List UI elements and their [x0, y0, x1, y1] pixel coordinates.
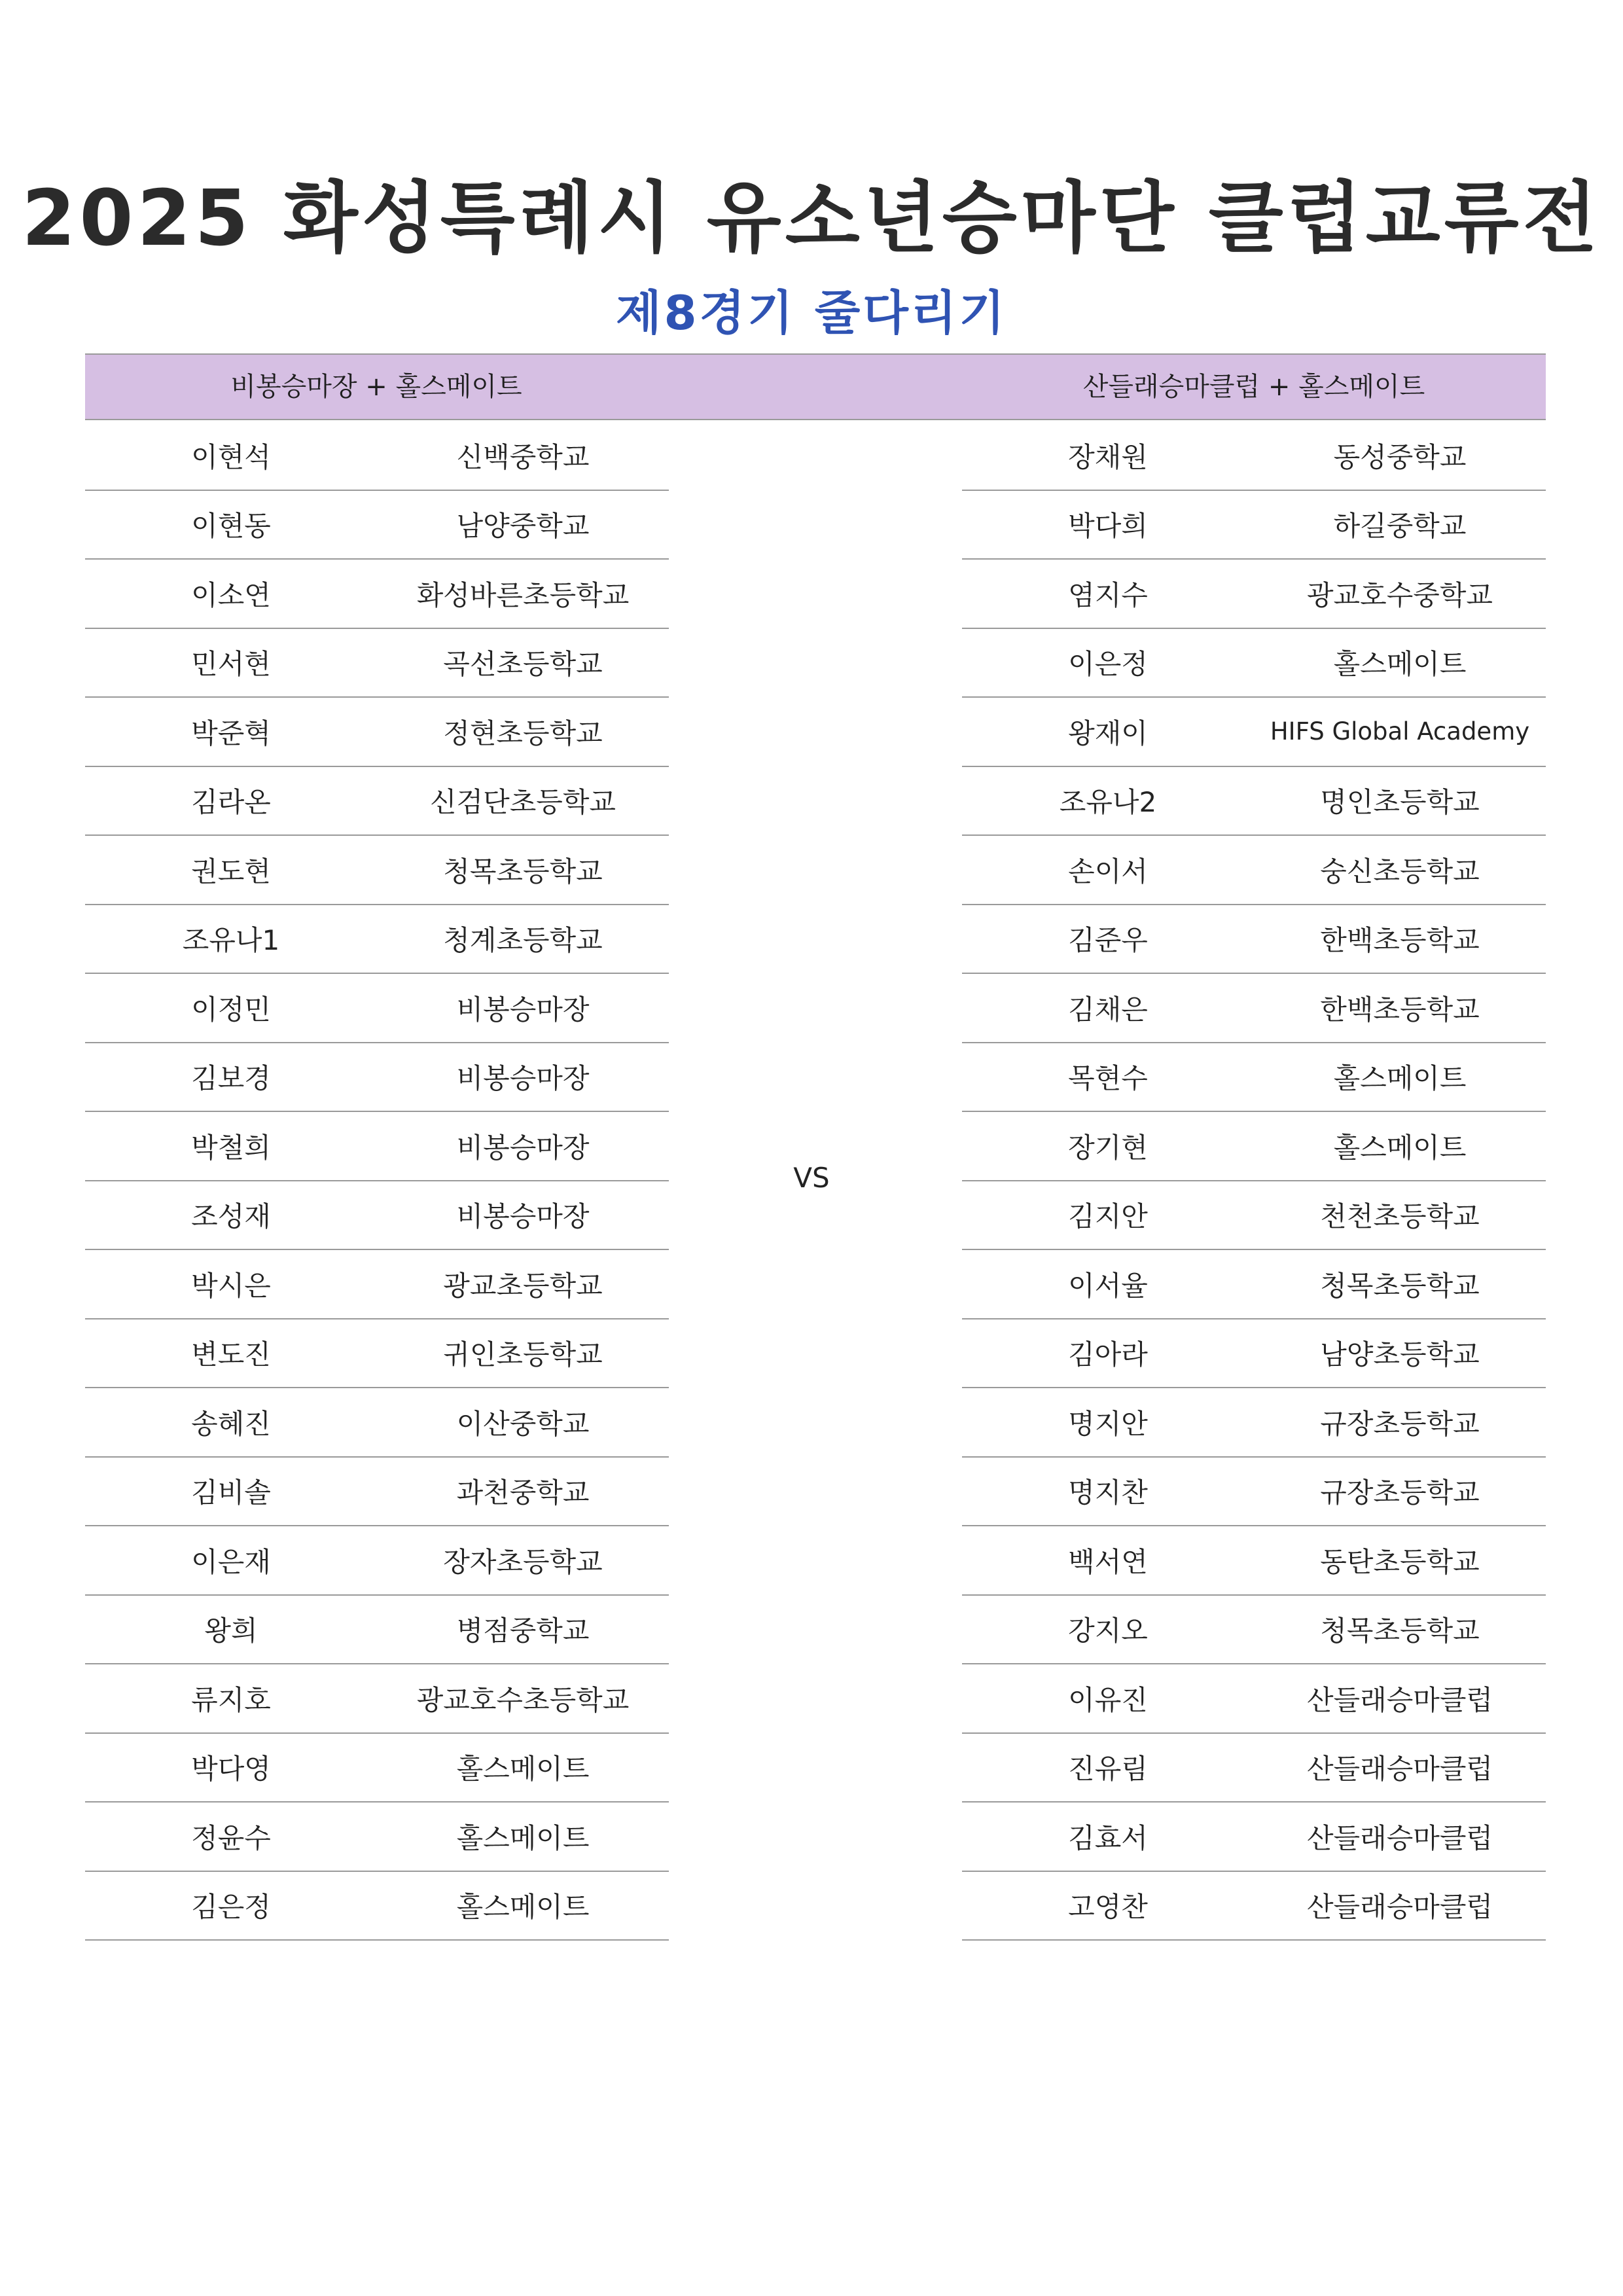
roster-row	[962, 560, 1546, 629]
roster-row	[85, 422, 669, 491]
player-name: 박다희	[1068, 510, 1148, 543]
player-school: 화성바른초등학교	[416, 579, 630, 611]
roster-row	[85, 491, 669, 560]
player-name: 박시은	[191, 1269, 271, 1302]
left-team-name: 비봉승마장 + 홀스메이트	[230, 372, 522, 402]
roster-row	[962, 1388, 1546, 1458]
player-school: 홀스메이트	[1333, 648, 1467, 681]
player-school: 산들래승마클럽	[1306, 1753, 1493, 1785]
player-name: 장채원	[1068, 440, 1148, 473]
player-school: 홀스메이트	[456, 1821, 590, 1854]
player-school: 광교초등학교	[443, 1269, 603, 1302]
player-name: 이은재	[191, 1545, 271, 1578]
teams-header	[85, 353, 1546, 420]
player-school: 동탄초등학교	[1320, 1545, 1480, 1578]
right-team-roster	[962, 422, 1546, 1941]
player-name: 이현동	[191, 510, 271, 543]
roster-row	[85, 698, 669, 767]
player-name: 이소연	[191, 579, 271, 611]
player-name: 변도진	[191, 1338, 271, 1371]
roster-row	[962, 905, 1546, 975]
player-name: 박다영	[191, 1753, 271, 1785]
player-name: 조유나1	[182, 924, 280, 957]
player-school: 청목초등학교	[1320, 1269, 1480, 1302]
roster-row	[85, 974, 669, 1043]
player-school: 광교호수중학교	[1306, 579, 1493, 611]
roster-row	[962, 491, 1546, 560]
player-school: 이산중학교	[456, 1407, 590, 1440]
player-name: 박준혁	[191, 717, 271, 749]
roster-row	[962, 1872, 1546, 1941]
roster-row	[85, 767, 669, 836]
player-school: HIFS Global Academy	[1270, 717, 1530, 746]
player-name: 이서율	[1068, 1269, 1148, 1302]
roster-row	[85, 1319, 669, 1389]
roster-row	[962, 1181, 1546, 1251]
player-school: 비봉승마장	[456, 1062, 590, 1095]
roster-row	[962, 1250, 1546, 1319]
roster-row	[85, 1526, 669, 1596]
player-name: 김은정	[191, 1891, 271, 1924]
player-name: 김채은	[1068, 993, 1148, 1026]
player-school: 천천초등학교	[1320, 1200, 1480, 1233]
player-school: 규장초등학교	[1320, 1477, 1480, 1509]
roster-row	[85, 1388, 669, 1458]
player-school: 동성중학교	[1333, 440, 1467, 473]
player-name: 권도현	[191, 855, 271, 888]
roster-row	[962, 1803, 1546, 1872]
roster-row	[85, 836, 669, 905]
roster-row	[85, 1250, 669, 1319]
roster-row	[85, 1112, 669, 1181]
player-name: 박철희	[191, 1131, 271, 1164]
player-school: 청목초등학교	[443, 855, 603, 888]
player-name: 정윤수	[191, 1821, 271, 1854]
player-school: 곡선초등학교	[443, 648, 603, 681]
roster-row	[962, 1458, 1546, 1527]
roster-row	[962, 422, 1546, 491]
player-name: 류지호	[191, 1683, 271, 1716]
roster-row	[962, 1526, 1546, 1596]
roster-row	[85, 1043, 669, 1113]
player-name: 손이서	[1068, 855, 1148, 888]
left-team-roster	[85, 422, 669, 1941]
player-school: 홀스메이트	[1333, 1131, 1467, 1164]
player-school: 한백초등학교	[1320, 993, 1480, 1026]
player-school: 산들래승마클럽	[1306, 1821, 1493, 1854]
player-name: 장기현	[1068, 1131, 1148, 1164]
player-name: 이현석	[191, 440, 271, 473]
roster-row	[962, 1043, 1546, 1113]
roster-row	[85, 1596, 669, 1665]
player-school: 홀스메이트	[1333, 1062, 1467, 1095]
player-school: 비봉승마장	[456, 1131, 590, 1164]
player-school: 정현초등학교	[443, 717, 603, 749]
player-name: 김라온	[191, 786, 271, 819]
player-school: 신백중학교	[456, 440, 590, 473]
roster-row	[85, 1458, 669, 1527]
player-name: 김아라	[1068, 1338, 1148, 1371]
roster-row	[85, 1803, 669, 1872]
roster-row	[962, 1596, 1546, 1665]
player-name: 이은정	[1068, 648, 1148, 681]
player-school: 청계초등학교	[443, 924, 603, 957]
player-school: 과천중학교	[456, 1477, 590, 1509]
player-name: 진유림	[1068, 1753, 1148, 1785]
player-name: 백서연	[1068, 1545, 1148, 1578]
player-name: 김비솔	[191, 1477, 271, 1509]
roster-row	[962, 1112, 1546, 1181]
roster-row	[85, 1872, 669, 1941]
player-school: 산들래승마클럽	[1306, 1683, 1493, 1716]
roster-row	[85, 1664, 669, 1734]
player-school: 규장초등학교	[1320, 1407, 1480, 1440]
player-school: 명인초등학교	[1320, 786, 1480, 819]
page-title: 2025 화성특례시 유소년승마단 클럽교류전	[22, 173, 1601, 263]
roster-row	[85, 560, 669, 629]
player-name: 김지안	[1068, 1200, 1148, 1233]
player-name: 민서현	[191, 648, 271, 681]
player-school: 홀스메이트	[456, 1753, 590, 1785]
player-name: 김보경	[191, 1062, 271, 1095]
roster-row	[85, 629, 669, 698]
player-name: 조성재	[191, 1200, 271, 1233]
player-school: 귀인초등학교	[443, 1338, 603, 1371]
player-school: 비봉승마장	[456, 1200, 590, 1233]
player-name: 염지수	[1068, 579, 1148, 611]
roster-row	[962, 767, 1546, 836]
roster-row	[962, 629, 1546, 698]
player-name: 조유나2	[1059, 786, 1157, 819]
right-team-name: 산들래승마클럽 + 홀스메이트	[1082, 372, 1425, 402]
player-name: 강지오	[1068, 1615, 1148, 1647]
player-name: 이유진	[1068, 1683, 1148, 1716]
player-school: 신검단초등학교	[429, 786, 616, 819]
player-school: 홀스메이트	[456, 1891, 590, 1924]
player-school: 숭신초등학교	[1320, 855, 1480, 888]
player-name: 김효서	[1068, 1821, 1148, 1854]
player-school: 남양초등학교	[1320, 1338, 1480, 1371]
player-name: 목현수	[1068, 1062, 1148, 1095]
player-school: 비봉승마장	[456, 993, 590, 1026]
player-name: 명지안	[1068, 1407, 1148, 1440]
roster-row	[962, 974, 1546, 1043]
player-school: 병점중학교	[456, 1615, 590, 1647]
player-name: 왕재이	[1068, 717, 1148, 749]
player-name: 고영찬	[1068, 1891, 1148, 1924]
roster-row	[85, 1181, 669, 1251]
roster-row	[962, 1664, 1546, 1734]
player-school: 남양중학교	[456, 510, 590, 543]
player-name: 김준우	[1068, 924, 1148, 957]
player-name: 왕희	[204, 1615, 258, 1647]
player-school: 산들래승마클럽	[1306, 1891, 1493, 1924]
player-name: 명지찬	[1068, 1477, 1148, 1509]
vs-label: VS	[793, 1162, 830, 1194]
player-school: 청목초등학교	[1320, 1615, 1480, 1647]
player-school: 하길중학교	[1333, 510, 1467, 543]
roster-row	[962, 1734, 1546, 1803]
player-school: 장자초등학교	[443, 1545, 603, 1578]
match-subtitle: 제8경기 줄다리기	[615, 285, 1008, 340]
roster-row	[962, 836, 1546, 905]
player-school: 광교호수초등학교	[416, 1683, 630, 1716]
roster-row	[962, 698, 1546, 767]
roster-row	[85, 905, 669, 975]
player-school: 한백초등학교	[1320, 924, 1480, 957]
roster-row	[85, 1734, 669, 1803]
player-name: 이정민	[191, 993, 271, 1026]
roster-row	[962, 1319, 1546, 1389]
player-name: 송혜진	[191, 1407, 271, 1440]
